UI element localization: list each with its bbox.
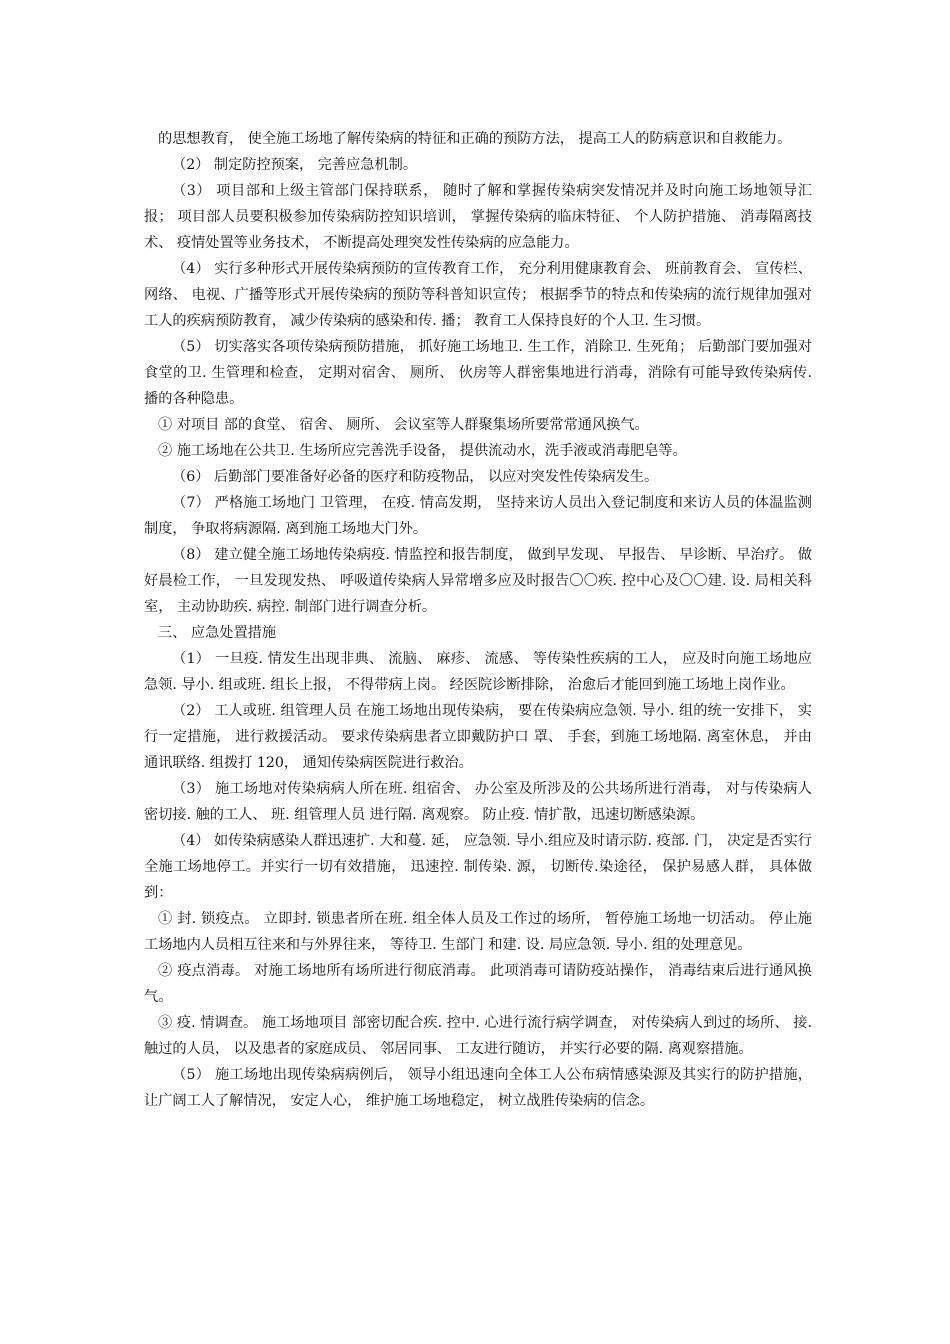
paragraph: （1） 一旦疫. 情发生出现非典、 流脑、 麻疹、 流感、 等传染性疾病的工人， 应及时向施工场地应急领. 导小. 组或班. 组长上报， 不得带病上岗。 经医院诊断排除， 治愈后才能回到施工场地上岗作业。 bbox=[144, 651, 812, 693]
paragraph: （5） 切实落实各项传染病预防措施， 抓好施工场地卫. 生工作，消除卫. 生死角； 后勤部门要加强对食堂的卫. 生管理和检查， 定期对宿舍、 厕所、 伙房等人群密集地进行消毒，消除有可能导致传染病传. 播的各种隐患。 bbox=[144, 339, 812, 407]
list-item: ② 疫点消毒。 对施工场地所有场所进行彻底消毒。 此项消毒可请防疫站操作， 消毒结束后进行通风换气。 bbox=[144, 963, 812, 1005]
paragraph: 的思想教育， 使全施工场地了解传染病的特征和正确的预防方法， 提高工人的防病意识和自救能力。 bbox=[158, 131, 792, 147]
list-item: ① 封. 锁疫点。 立即封. 锁患者所在班. 组全体人员及工作过的场所， 暂停施工场地一切活动。 停止施工场地内人员相互往来和与外界往来， 等待卫. 生部门 和建. 设. 局应急领. 导小. 组的处理意见。 bbox=[144, 911, 812, 953]
list-item: ② 施工场地在公共卫. 生场所应完善洗手设备， 提供流动水，洗手液或消毒肥皂等。 bbox=[158, 443, 687, 459]
list-item: ③ 疫. 情调查。 施工场地项目 部密切配合疾. 控中. 心进行流行病学调查， 对传染病人到过的场所、 接. 触过的人员， 以及患者的家庭成员、 邻居同事、 工友进行随访， 并实行必要的隔. 离观察措施。 bbox=[144, 1015, 812, 1057]
paragraph: （3） 施工场地对传染病病人所在班. 组宿舍、 办公室及所涉及的公共场所进行消毒， 对与传染病人密切接. 触的工人、 班. 组管理人员 进行隔. 离观察。 防止疫. 情扩散，迅速切断感染源。 bbox=[144, 781, 812, 823]
paragraph: （6） 后勤部门要准备好必备的医疗和防疫物品， 以应对突发性传染病发生。 bbox=[172, 469, 659, 485]
paragraph: （8） 建立健全施工场地传染病疫. 情监控和报告制度， 做到早发现、 早报告、 早诊断、早治疗。 做好晨检工作， 一旦发现发热、 呼吸道传染病人异常增多应及时报告〇〇疾. 控中心及〇〇建. 设. 局相关科室， 主动协助疾. 病控. 制部门进行调查分析。 bbox=[144, 547, 812, 615]
list-item: ① 对项目 部的食堂、 宿舍、 厕所、 会议室等人群聚集场所要常常通风换气。 bbox=[158, 417, 649, 433]
paragraph: （4） 如传染病感染人群迅速扩. 大和蔓. 延， 应急领. 导小.组应及时请示防. 疫部. 门， 决定是否实行全施工场地停工。并实行一切有效措施， 迅速控. 制传染. 源， 切断传.染途径， 保护易感人群， 具体做到： bbox=[144, 833, 812, 901]
paragraph: （7） 严格施工场地门 卫管理， 在疫. 情高发期， 坚持来访人员出入登记制度和来访人员的体温监测制度， 争取将病源隔. 离到施工场地大门外。 bbox=[144, 495, 812, 537]
paragraph: （2） 制定防控预案， 完善应急机制。 bbox=[172, 157, 418, 173]
paragraph: （3） 项目部和上级主管部门保持联系， 随时了解和掌握传染病突发情况并及时向施工场地领导汇报； 项目部人员要积极参加传染病防控知识培训， 掌握传染病的临床特征、 个人防护措施、 消毒隔离技术、 疫情处置等业务技术， 不断提高处理突发性传染病的应急能力。 bbox=[144, 183, 812, 251]
paragraph: （2） 工人或班. 组管理人员 在施工场地出现传染病， 要在传染病应急领. 导小. 组的统一安排下， 实行一定措施， 进行救援活动。 要求传染病患者立即戴防护口 罩、 手套，到施工场地隔. 离室休息， 并由通讯联络. 组拨打 120， 通知传染病医院进行救治。 bbox=[144, 703, 812, 771]
document-body bbox=[144, 126, 812, 1114]
paragraph: （4） 实行多种形式开展传染病预防的宣传教育工作， 充分利用健康教育会、 班前教育会、 宣传栏、 网络、 电视、广播等形式开展传染病的预防等科普知识宣传； 根据季节的特点和传染病的流行规律加强对工人的疾病预防教育， 减少传染病的感染和传. 播； 教育工人保持良好的个人卫. 生习惯。 bbox=[144, 261, 812, 329]
section-heading: 三、 应急处置措施 bbox=[158, 625, 277, 641]
paragraph: （5） 施工场地出现传染病病例后， 领导小组迅速向全体工人公布病情感染源及其实行的防护措施， 让广阔工人了解情况， 安定人心， 维护施工场地稳定， 树立战胜传染病的信念。 bbox=[144, 1067, 812, 1109]
